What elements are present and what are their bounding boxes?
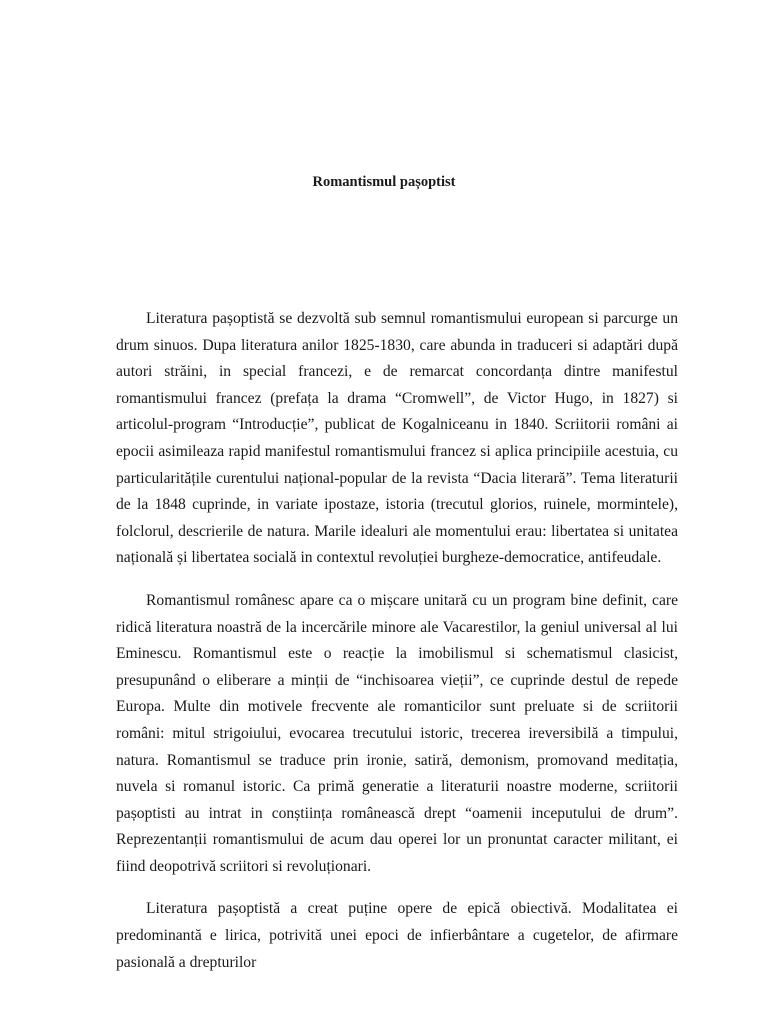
paragraph-2: Romantismul românesc apare ca o mișcare unitară cu un program bine definit, care ridică literatura noastră de la incercările minore ale Vacarestilor, la geniul universal al lui Eminescu. Romantismul este o reacție la imobilismul si schematismul clasicist, presupunând o eliberare a minții de “inchisoarea vieții”, ce cuprinde destul de repede Europa. Multe din motivele frecvente ale romanticilor sunt preluate si de scriitorii români: mitul strigoiului, evocarea trecutului istoric, trecerea ireversibilă a timpului, natura. Romantismul se traduce prin ironie, satiră, demonism, promovand meditația, nuvela si romanul istoric. Ca primă generatie a literaturii noastre moderne, scriitorii pașoptisti au intrat in conștiința românească drept “oamenii inceputului de drum”. Reprezentanții romantismului de acum dau operei lor un pronuntat caracter militant, ei fiind deopotrivă scriitori si revoluționari. — [116, 591, 678, 875]
paragraph-3: Literatura pașoptistă a creat puține opere de epică obiectivă. Modalitatea ei predominantă e lirica, potrivită unei epoci de infierbântare a cugetelor, de afirmare pasională a drepturilor — [116, 900, 678, 971]
document-title: Romantismul pașoptist — [312, 174, 456, 190]
paragraph-1: Literatura pașoptistă se dezvoltă sub semnul romantismului european si parcurge un drum sinuos. Dupa literatura anilor 1825-1830, care abunda in traduceri si adaptări după autori străini, in special francezi, e de remarcat concordanța dintre manifestul romantismului francez (prefața la drama “Cromwell”, de Victor Hugo, in 1827) si articolul-program “Introducție”, publicat de Kogalniceanu in 1840. Scriitorii români ai epocii asimileaza rapid manifestul romantismului francez si aplica principiile acestuia, cu particularitățile curentului național-popular de la revista “Dacia literară”. Tema literaturii de la 1848 cuprinde, in variate ipostaze, istoria (trecutul glorios, ruinele, mormintele), folclorul, descrierile de natura. Marile idealuri ale momentului erau: libertatea si unitatea națională și libertatea socială in contextul revoluției burgheze-democratice, antifeudale. — [116, 310, 678, 567]
document-body — [116, 306, 678, 992]
